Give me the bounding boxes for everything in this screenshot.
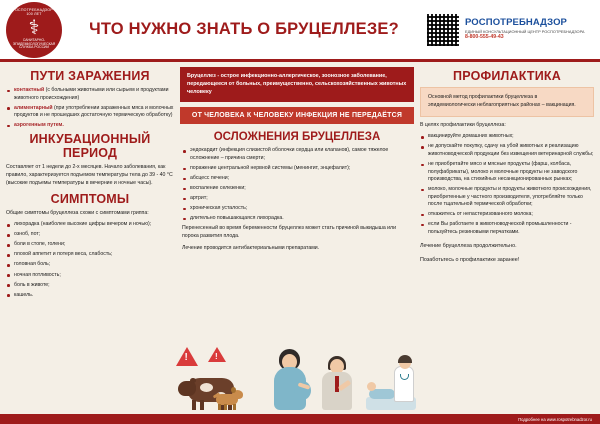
cow-leg [200,400,204,410]
dog-illustration [212,386,242,410]
complications-block [180,131,414,252]
poster-header [0,0,600,62]
emblem-glyph-icon: ⚕ [28,16,40,39]
main-method-box [420,87,594,117]
list-item: озноб, пот; [6,231,174,239]
dog-ear [231,387,236,393]
list-item: артрит; [182,195,412,203]
page-title: ЧТО НУЖНО ЗНАТЬ О БРУЦЕЛЛЕЗЕ? [89,20,399,38]
route-lead: алиментарный [14,104,53,111]
list-item [6,105,174,120]
route-lead: аэрогенным путем. [14,122,64,129]
definition-box [180,67,414,102]
symptoms-lead: Общие симптомы бруцеллеза схожи с симптомами гриппа: [6,209,149,216]
doctor-patient-illustration [366,346,416,410]
list-item: не приобретайте мясо и мясные продукты (фарш, колбаса, полуфабрикаты), молоко и молочные продукты не заводского производства, на стихийных несанкционированных рынках; [420,161,594,184]
dog-leg [233,404,236,410]
list-item: боль в животе; [6,282,174,290]
list-item: хроническая усталость; [182,205,412,213]
hotline-phone[interactable]: 8-800-555-49-43 [465,34,504,41]
warning-triangle-icon [176,347,198,366]
list-item [6,122,174,130]
illustration-strip [176,324,416,410]
incubation-text: Составляет от 1 недели до 2-х месяцев. Начало заболевания, как правило, характеризуется подъемом температуры тела до 39 - 40 °С (высокие подъемы температуры в вечерние и ночные часы). [6,164,173,186]
route-text: (при употреблении зараженных мяса и молочных продуктов и не прошедших достаточную термическую обработку) [14,104,174,119]
section-title-incubation: ИНКУБАЦИОННЫЙ ПЕРИОД [29,132,151,161]
list-item: молоко, молочные продукты и продукты животного происхождения, приобретенные у частного производителя, употребляйте только после тщательной термической обработки; [420,186,594,209]
list-item: абсцесс печени; [182,175,412,183]
section-title-symptoms: СИМПТОМЫ [50,191,130,206]
pregnancy-note: Перенесенный во время беременности бруцеллез может стать причиной выкидыша или порока развития плода. [182,225,396,240]
doctor-hair [398,355,412,363]
section-title-prevention: ПРОФИЛАКТИКА [453,69,561,83]
rospotrebnadzor-emblem-icon [6,2,62,58]
column-right [420,67,594,414]
list-item: плохой аппетит и потеря веса, слабость; [6,251,174,259]
section-title-complications: ОСЛОЖНЕНИЯ БРУЦЕЛЛЕЗА [213,131,381,144]
list-item: длительно повышающаяся лихорадка. [182,215,412,223]
closing-line-2: Позаботьтесь о профилактике заранее! [420,257,520,264]
emblem-bottom-text: САНИТАРНО-ЭПИДЕМИОЛОГИЧЕСКАЯ СЛУЖБА РОССИИ [12,37,56,50]
measures-list [420,133,594,236]
list-item: поражение центральной нервной системы (менингит, энцефалит); [182,165,412,173]
sneezing-man-illustration [318,350,362,410]
list-item: воспаление селезенки; [182,185,412,193]
footer-link[interactable]: Подробнее на www.rospotrebnadzor.ru [518,416,592,422]
complications-list [182,147,412,222]
route-lead: контактный [14,87,45,93]
list-item: не допускайте покупку, сдачу на убой животных и реализацию животноводческой продукции без извещения ветеринарной службы; [420,143,594,158]
warning-triangle-icon [208,347,226,362]
list-item: эндокардит (инфекция слизистой оболочки сердца или клапанов), самое тяжелое осложнение – причина смерти; [182,147,412,162]
section-title-routes: ПУТИ ЗАРАЖЕНИЯ [30,69,150,83]
column-left [6,67,174,414]
list-item: головная боль; [6,261,174,269]
definition-bold: Бруцеллез - острое инфекционно-аллергическое, зоонозное заболевание, [187,73,387,79]
organization-subtitle: ЕДИНЫЙ КОНСУЛЬТАЦИОННЫЙ ЦЕНТР РОСПОТРЕБНАДЗОРА [465,28,585,34]
route-text: (с больными животными или сырьем и продуктами животного происхождения) [14,87,169,101]
list-item: лихорадка (наиболее высокие цифры вечером и ночью); [6,221,174,229]
emblem-top-text: РОСПОТРЕБНАДЗОР · 100 ЛЕТ [12,7,56,16]
closing-line-1: Лечение бруцеллеза продолжительно. [420,243,517,250]
list-item: ночная потливость; [6,272,174,280]
transmission-banner: ОТ ЧЕЛОВЕКА К ЧЕЛОВЕКУ ИНФЕКЦИЯ НЕ ПЕРЕДАЁТСЯ [180,107,414,124]
doctor-coat [394,366,414,402]
qr-code-icon[interactable] [426,13,460,47]
routes-list [6,87,174,130]
organization-name: РОСПОТРЕБНАДЗОР [465,16,567,28]
symptoms-list [6,221,174,299]
main-method-text: Основной метод профилактики бруцеллеза в эпидемиологически неблагоприятных районах – вакцинация. [428,94,576,108]
definition-rest: передающееся от больных, преимущественно, сельскохозяйственных животных человеку [187,80,407,95]
treatment-note: Лечение проводится антибактериальными препаратами. [182,244,320,251]
dog-leg [224,404,227,410]
measures-lead: В целях профилактики бруцеллеза: [420,121,506,128]
warning-signs-group [176,347,226,366]
list-item: если Вы работаете в животноводческой промышленности - пользуйтесь резиновыми перчатками. [420,221,594,236]
cow-ear [190,378,196,383]
list-item: кашель. [6,292,174,300]
organization-block [465,18,593,41]
list-item [6,87,174,102]
cow-leg [192,400,196,410]
list-item: боли в стопе, голени; [6,241,174,249]
header-contact-block [426,13,600,47]
patient-head [367,382,376,391]
list-item: откажитесь от непастеризованного молока; [420,211,594,219]
dog-leg [218,404,221,410]
man-tie [335,376,339,392]
poster-footer [0,414,600,424]
pregnant-woman-illustration [268,348,314,410]
list-item: вакцинируйте домашних животных; [420,133,594,141]
cow-head [178,381,196,396]
